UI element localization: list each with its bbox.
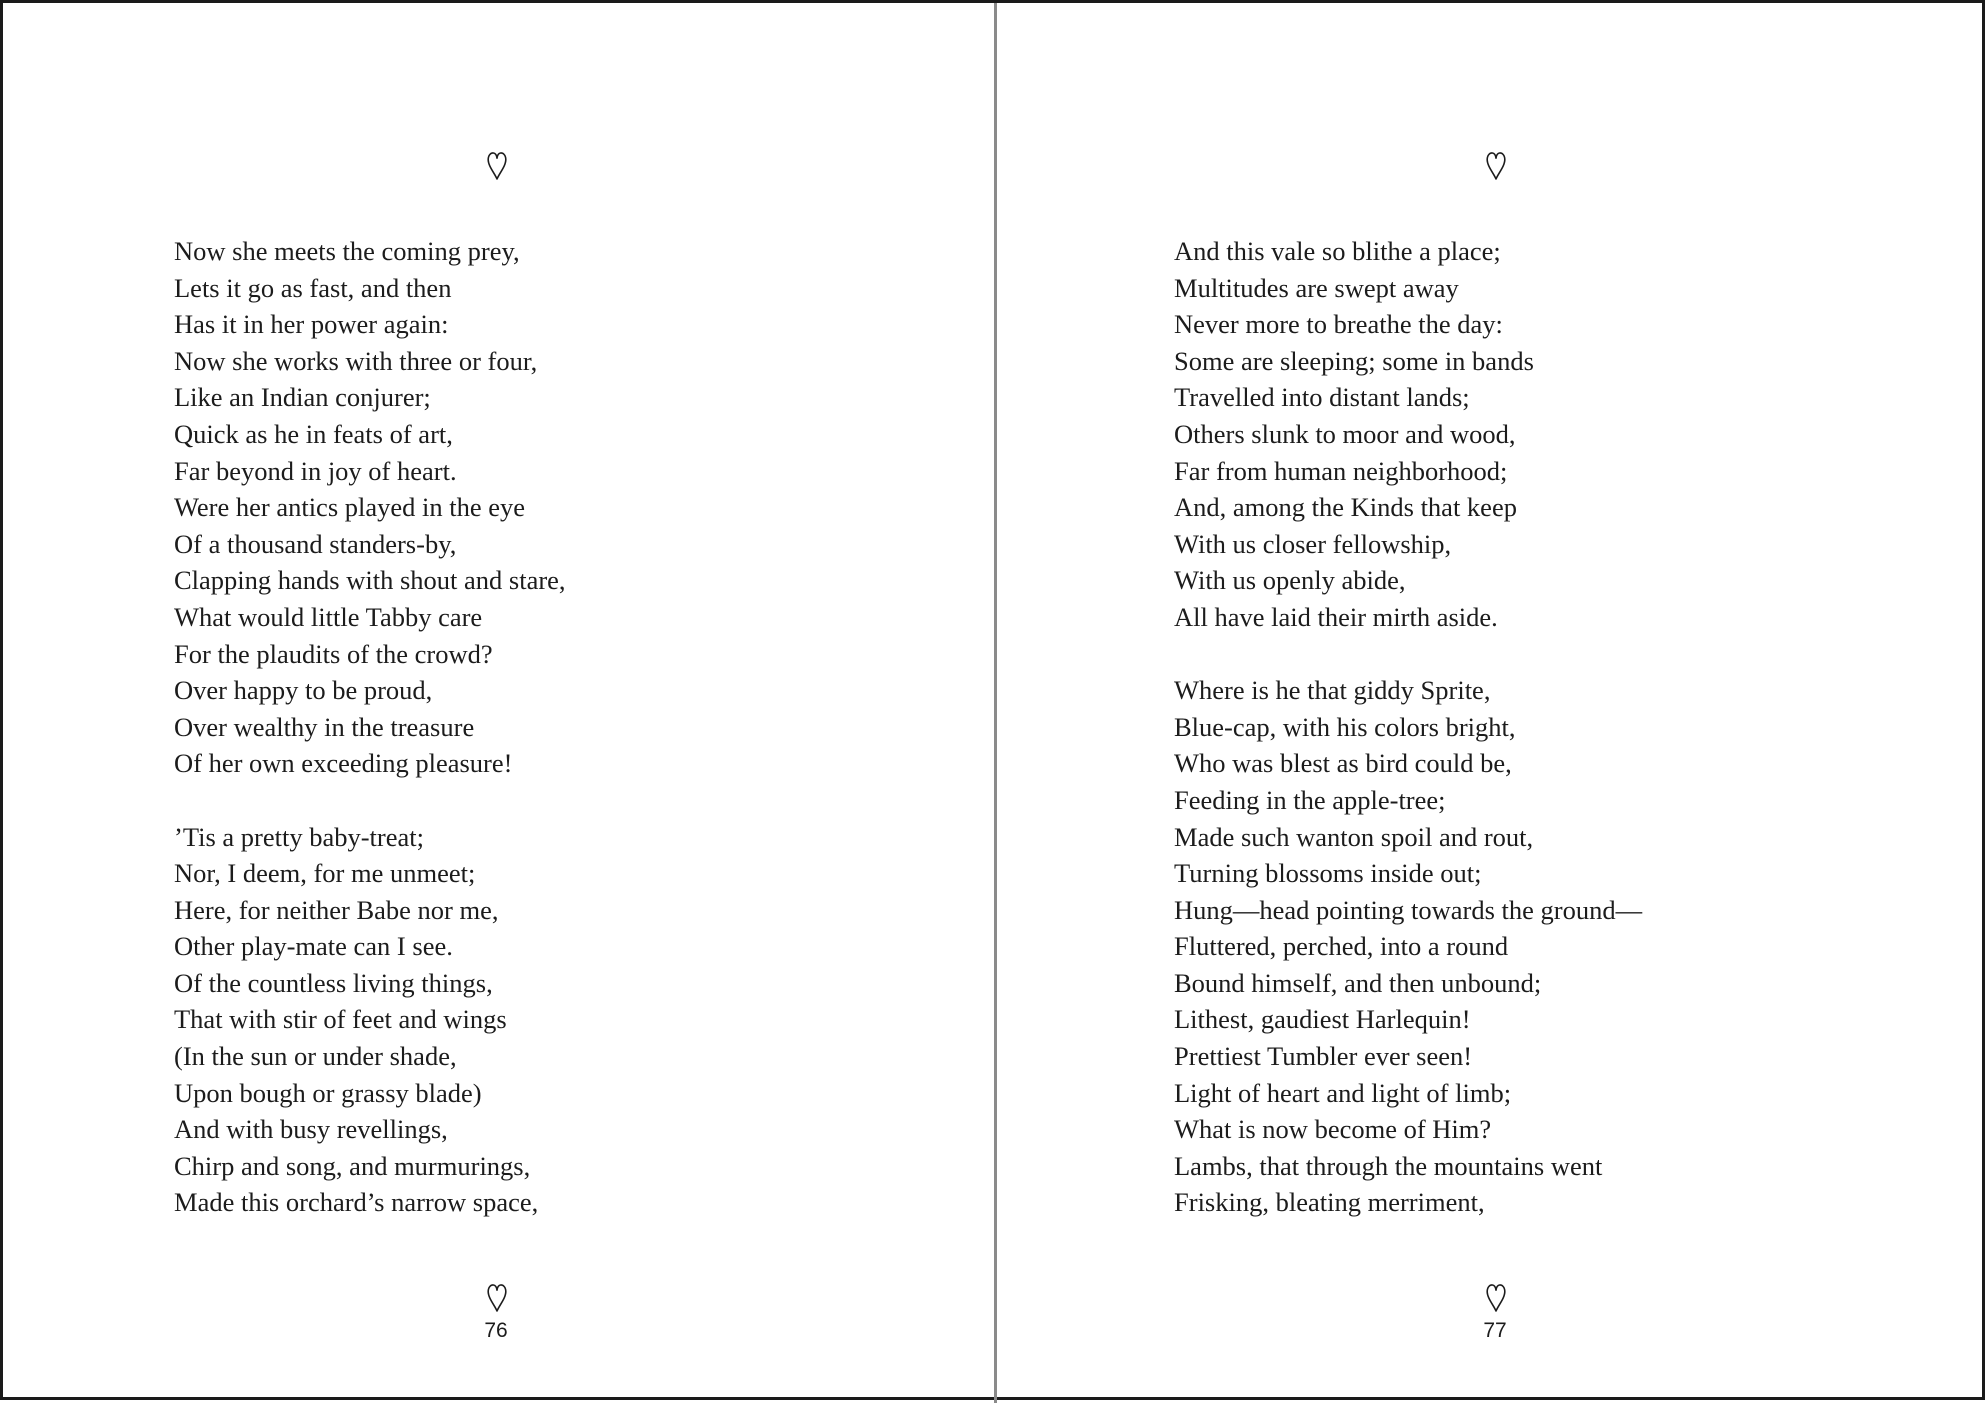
poem-line: Who was blest as bird could be, [1174,748,1512,779]
poem-line: Lambs, that through the mountains went [1174,1150,1603,1181]
poem-line: Light of heart and light of limb; [1174,1077,1512,1108]
right-page [997,3,1985,1403]
poem-line: Made such wanton spoil and rout, [1174,821,1534,852]
poem-line: Over happy to be proud, [174,675,433,706]
poem-line: Travelled into distant lands; [1174,382,1470,413]
stanza-break [174,782,566,819]
poem-line: Upon bough or grassy blade) [174,1077,482,1108]
poem-line: Lets it go as fast, and then [174,272,452,303]
page-number: 76 [484,1319,508,1342]
poem-line: That with stir of feet and wings [174,1004,507,1035]
poem-text [1174,233,1642,1221]
poem-line: Quick as he in feats of art, [174,418,453,449]
poem-line: Others slunk to moor and wood, [1174,418,1516,449]
heart-outline-icon [486,1283,508,1313]
poem-line: Has it in her power again: [174,309,449,340]
poem-line: Chirp and song, and murmurings, [174,1150,531,1181]
poem-line: Feeding in the apple-tree; [1174,784,1446,815]
poem-line: Lithest, gaudiest Harlequin! [1174,1004,1471,1035]
poem-line: Nor, I deem, for me unmeet; [174,858,476,889]
poem-line: Some are sleeping; some in bands [1174,345,1534,376]
poem-line: What is now become of Him? [1174,1114,1492,1145]
poem-line: Bound himself, and then unbound; [1174,967,1542,998]
poem-line: Now she works with three or four, [174,345,538,376]
poem-line: For the plaudits of the crowd? [174,638,493,669]
heart-outline-icon [1485,1283,1507,1313]
heart-outline-icon [486,151,508,181]
poem-line: Here, for neither Babe nor me, [174,894,499,925]
left-page [3,3,993,1403]
poem-line: Like an Indian conjurer; [174,382,431,413]
poem-line: Of the countless living things, [174,967,493,998]
poem-line: (In the sun or under shade, [174,1041,457,1072]
poem-line: Far beyond in joy of heart. [174,455,457,486]
page-number: 77 [1483,1319,1507,1342]
poem-line: Over wealthy in the treasure [174,711,475,742]
poem-line: ’Tis a pretty baby-treat; [174,821,424,852]
poem-line: Fluttered, perched, into a round [1174,931,1509,962]
poem-line: Of her own exceeding pleasure! [174,748,513,779]
poem-line: Multitudes are swept away [1174,272,1459,303]
heart-outline-icon [1485,151,1507,181]
poem-line: Frisking, bleating merriment, [1174,1187,1485,1218]
poem-line: Were her antics played in the eye [174,492,526,523]
poem-line: Far from human neighborhood; [1174,455,1508,486]
poem-line: And with busy revellings, [174,1114,448,1145]
poem-line: What would little Tabby care [174,601,483,632]
poem-line: And, among the Kinds that keep [1174,492,1517,523]
poem-line: Prettiest Tumbler ever seen! [1174,1041,1473,1072]
poem-text [174,233,566,1221]
poem-line: Hung—head pointing towards the ground— [1174,894,1643,925]
poem-line: Turning blossoms inside out; [1174,858,1482,889]
poem-line: Blue-cap, with his colors bright, [1174,711,1516,742]
poem-line: All have laid their mirth aside. [1174,601,1498,632]
poem-line: With us closer fellowship, [1174,528,1452,559]
poem-line: And this vale so blithe a place; [1174,236,1501,266]
poem-line: Where is he that giddy Sprite, [1174,675,1491,706]
poem-line: Other play-mate can I see. [174,931,453,962]
poem-line: Made this orchard’s narrow space, [174,1187,539,1218]
poem-line: With us openly abide, [1174,565,1406,596]
poem-line: Never more to breathe the day: [1174,309,1503,340]
stanza-break [1174,636,1642,673]
poem-line: Of a thousand standers-by, [174,528,457,559]
poem-line: Now she meets the coming prey, [174,236,520,266]
poem-line: Clapping hands with shout and stare, [174,565,566,596]
